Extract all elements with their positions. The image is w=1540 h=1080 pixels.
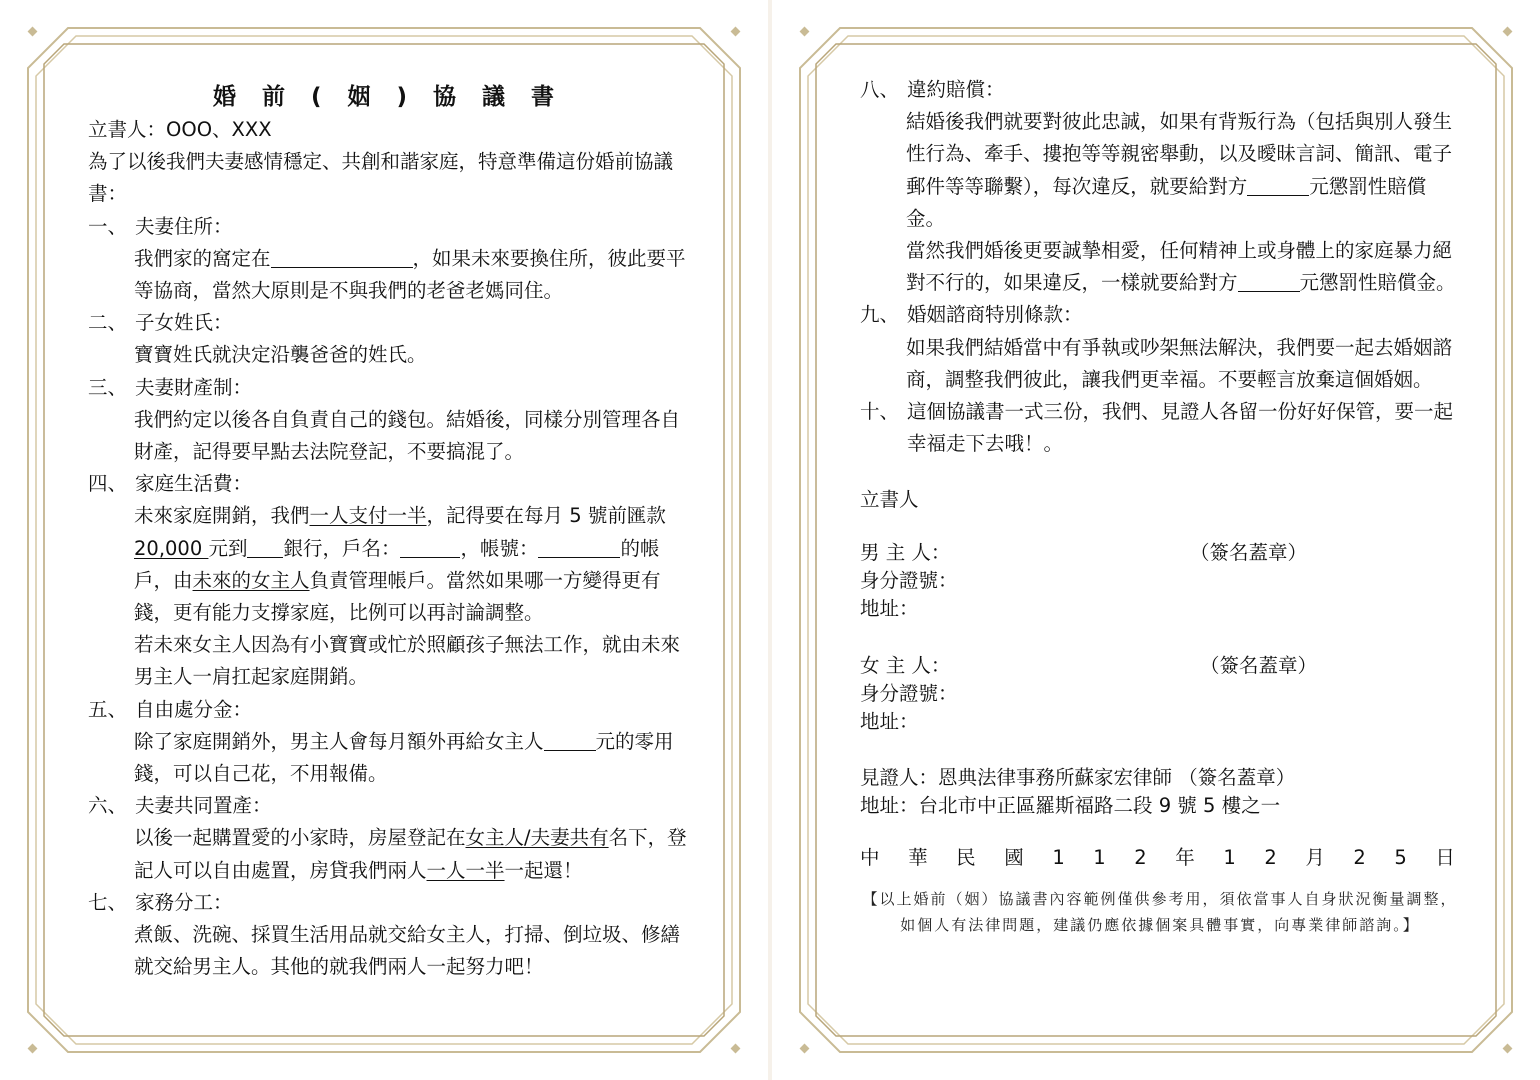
section-9-heading: 九、 婚姻諮商特別條款： (860, 303, 1083, 327)
signing-date (860, 842, 1456, 874)
witness-address-row: 地址：台北市中正區羅斯福路二段 9 號 5 樓之一 (860, 793, 1281, 817)
corner-diamond-icon (1503, 27, 1513, 37)
blank-field (400, 535, 460, 558)
date-char: 2 (1264, 845, 1278, 869)
section-7-body: 煮飯、洗碗、採買生活用品就交給女主人，打掃、倒垃圾、修繕就交給男主人。其他的就我們兩人一起努力吧！ (134, 923, 681, 979)
corner-diamond-icon (1503, 1044, 1513, 1054)
blank-field (1238, 269, 1300, 292)
date-char: 日 (1435, 845, 1456, 869)
corner-diamond-icon (731, 27, 741, 37)
section-3-heading: 三、 夫妻財產制： (88, 375, 253, 399)
section-5-body: 除了家庭開銷外，男主人會每月額外再給女主人 元的零用錢，可以自己花，不用報備。 (134, 729, 674, 786)
date-char: 年 (1175, 845, 1196, 869)
blank-field (247, 535, 283, 558)
document-title: 婚 前 ( 姻 ) 協 議 書 (212, 84, 564, 110)
section-5-heading: 五、 自由處分金： (88, 697, 253, 721)
date-char: 1 (1052, 845, 1066, 869)
female-label: 女 主 人： (860, 653, 951, 677)
blank-field (544, 728, 596, 751)
witness-row: 見證人：恩典法律事務所蘇家宏律師 （簽名蓋章） (860, 765, 1296, 789)
agreement-body-right (860, 74, 1460, 938)
section-6-heading: 六、 夫妻共同置產： (88, 794, 272, 818)
corner-diamond-icon (731, 1044, 741, 1054)
corner-diamond-icon (800, 1044, 810, 1054)
corner-diamond-icon (28, 1044, 38, 1054)
section-2-body: 寶寶姓氏就決定沿襲爸爸的姓氏。 (134, 343, 427, 367)
section-7-heading: 七、 家務分工： (88, 890, 233, 914)
male-signature-row (860, 539, 1460, 567)
female-address-row: 地址： (860, 709, 919, 733)
section-3-body: 我們約定以後各自負責自己的錢包。結婚後，同樣分別管理各自財產，記得要早點去法院登記，不要搞混了。 (134, 407, 681, 464)
section-8-body-2: 當然我們婚後更要誠摯相愛，任何精神上或身體上的家庭暴力絕對不行的，如果違反，一樣就要給對方 元懲罰性賠償金。 (906, 239, 1456, 295)
section-1-heading: 一、 夫妻住所： (88, 214, 233, 238)
date-char: 5 (1394, 845, 1408, 869)
blank-field (1247, 173, 1309, 196)
section-2-heading: 二、 子女姓氏： (88, 311, 233, 335)
male-id-row: 身分證號： (860, 568, 958, 592)
date-char: 1 (1223, 845, 1237, 869)
date-char: 中 (860, 845, 881, 869)
section-4-heading: 四、 家庭生活費： (88, 472, 253, 496)
female-id-row: 身分證號： (860, 681, 958, 705)
date-char: 1 (1093, 845, 1107, 869)
section-1-body: 我們家的窩定在 ，如果未來要換住所，彼此要平等協商，當然大原則是不與我們的老爸老媽同住。 (134, 246, 686, 303)
date-char: 國 (1004, 845, 1025, 869)
date-char: 2 (1134, 845, 1148, 869)
section-8-heading: 八、 違約賠償： (860, 78, 1005, 101)
date-char: 民 (956, 845, 977, 869)
section-9-body: 如果我們結婚當中有爭執或吵架無法解決，我們要一起去婚姻諮商，調整我們彼此，讓我們更幸福。不要輕言放棄這個婚姻。 (906, 335, 1453, 391)
date-char: 華 (908, 845, 929, 869)
female-signature-row (860, 652, 1460, 680)
section-4-body: 未來家庭開銷，我們一人支付一半，記得要在每月 5 號前匯款20,000 元到 銀行，戶名： ，帳號： 的帳戶，由未來的女主人負責管理帳戶。當然如果哪一方變得更有錢，更有能力支撐家庭，比例可以再討論調整。 (134, 504, 666, 625)
female-seal-label: （簽名蓋章） (1200, 653, 1318, 677)
signer-heading: 立書人 (860, 488, 919, 512)
blank-field (271, 245, 413, 268)
page-left (0, 0, 768, 1080)
section-10: 十、 這個協議書一式三份，我們、見證人各留一份好好保管，要一起幸福走下去哦！。 (860, 400, 1454, 456)
section-6-body: 以後一起購置愛的小家時，房屋登記在女主人/夫妻共有名下，登記人可以自由處置，房貸我們兩人一人一半一起還！ (134, 826, 687, 882)
intro-paragraph: 為了以後我們夫妻感情穩定、共創和諧家庭，特意準備這份婚前協議書： (88, 150, 674, 206)
agreement-body-left (88, 80, 688, 983)
section-4-body-2: 若未來女主人因為有小寶寶或忙於照顧孩子無法工作，就由未來男主人一肩扛起家庭開銷。 (134, 633, 681, 689)
page-right (772, 0, 1540, 1080)
corner-diamond-icon (28, 27, 38, 37)
corner-diamond-icon (800, 27, 810, 37)
disclaimer: 【以上婚前（姻）協議書內容範例僅供參考用，須依當事人自身狀況衡量調整， 如個人有法律問題，建議仍應依據個案具體事實，向專業律師諮詢。】 (862, 889, 1458, 934)
blank-field (538, 535, 620, 558)
male-label: 男 主 人： (860, 540, 951, 564)
section-8-body: 結婚後我們就要對彼此忠誠，如果有背叛行為（包括與別人發生性行為、牽手、摟抱等等親密舉動，以及曖昧言詞、簡訊、電子郵件等等聯繫），每次違反，就要給對方 元懲罰性賠償金。 (906, 110, 1453, 230)
signer-line: 立書人：OOO、XXX (88, 118, 272, 141)
date-char: 月 (1305, 845, 1326, 869)
male-address-row: 地址： (860, 596, 919, 620)
date-char: 2 (1353, 845, 1367, 869)
male-seal-label: （簽名蓋章） (1190, 540, 1308, 564)
